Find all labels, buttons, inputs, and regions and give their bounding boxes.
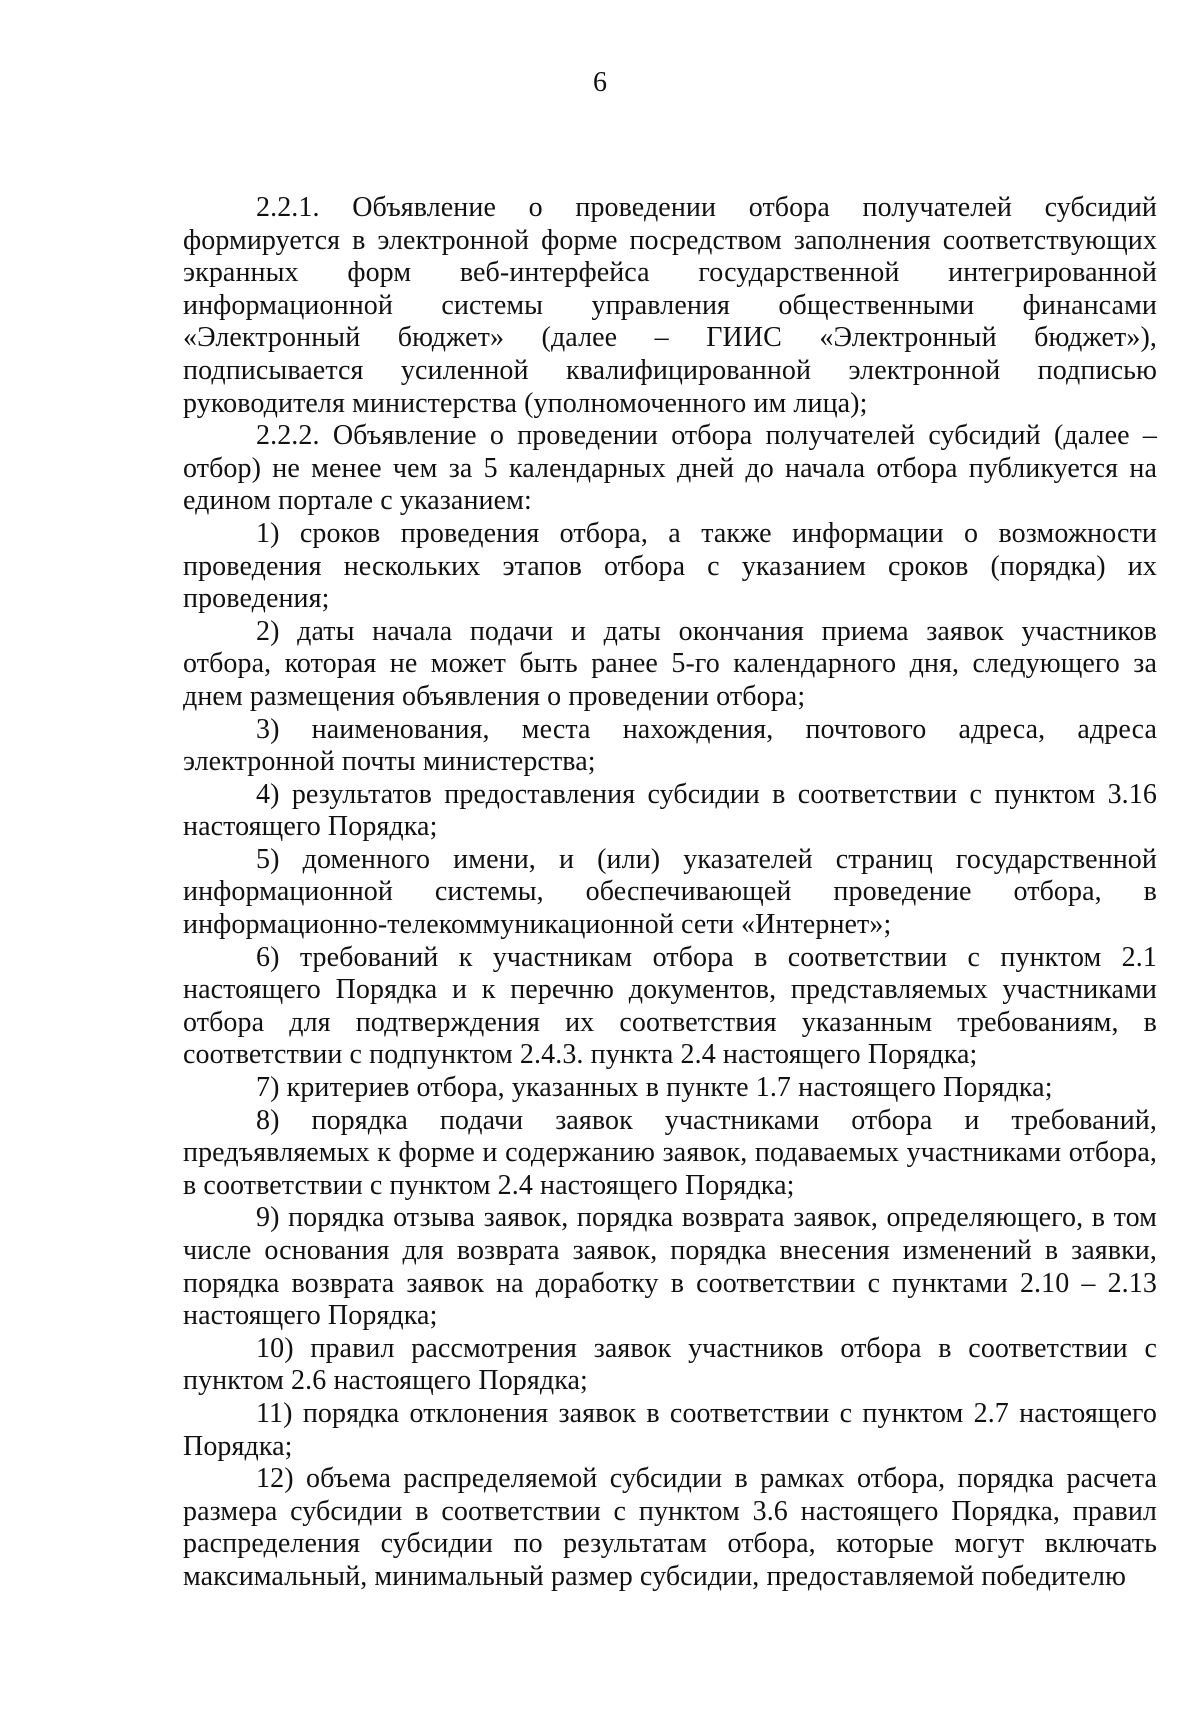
paragraph-2-2-1: 2.2.1. Объявление о проведении отбора получателей субсидий формируется в электронной форме посредством заполнения соответствующих экранных форм веб-интерфейса государственной интегрированной информационной системы управления общественными финансами «Электронный бюджет» (далее – ГИИС «Электронный бюджет»), подписывается усиленной квалифицированной электронной подписью руководителя министерства (уполномоченного им лица); <box>183 192 1157 419</box>
list-item-2: 2) даты начала подачи и даты окончания приема заявок участников отбора, которая не может быть ранее 5-го календарного дня, следующего за днем размещения объявления о проведении отбора; <box>183 615 1157 712</box>
list-item-12: 12) объема распределяемой субсидии в рамках отбора, порядка расчета размера субсидии в соответствии с пунктом 3.6 настоящего Порядка, правил распределения субсидии по результатам отбора, которые могут включать максимальный, минимальный размер субсидии, предоставляемой победителю <box>183 1463 1157 1592</box>
list-item-11: 11) порядка отклонения заявок в соответствии с пунктом 2.7 настоящего Порядка; <box>183 1397 1157 1462</box>
list-item-1: 1) сроков проведения отбора, а также информации о возможности проведения нескольких этапов отбора с указанием сроков (порядка) их проведения; <box>183 517 1157 615</box>
page-number: 6 <box>593 67 607 98</box>
paragraph-2-2-2: 2.2.2. Объявление о проведении отбора получателей субсидий (далее – отбор) не менее чем за 5 календарных дней до начала отбора публикуется на едином портале с указанием: <box>183 420 1157 517</box>
list-item-4: 4) результатов предоставления субсидии в соответствии с пунктом 3.16 настоящего Порядка; <box>183 778 1157 843</box>
list-item-5: 5) доменного имени, и (или) указателей страниц государственной информационной системы, обеспечивающей проведение отбора, в информационно-телекоммуникационной сети «Интернет»; <box>183 843 1157 941</box>
list-item-9: 9) порядка отзыва заявок, порядка возврата заявок, определяющего, в том числе основания для возврата заявок, порядка внесения изменений в заявки, порядка возврата заявок на доработку в соответствии с пунктами 2.10 – 2.13 настоящего Порядка; <box>183 1202 1157 1332</box>
list-item-3: 3) наименования, места нахождения, почтового адреса, адреса электронной почты министерства; <box>183 713 1157 778</box>
list-item-10: 10) правил рассмотрения заявок участников отбора в соответствии с пунктом 2.6 настоящего Порядка; <box>183 1332 1157 1397</box>
list-item-7: 7) критериев отбора, указанных в пункте 1.7 настоящего Порядка; <box>256 1072 1053 1104</box>
list-item-6: 6) требований к участникам отбора в соответствии с пунктом 2.1 настоящего Порядка и к перечню документов, представляемых участниками отбора для подтверждения их соответствия указанным требованиям, в соответствии с подпунктом 2.4.3. пункта 2.4 настоящего Порядка; <box>183 941 1157 1071</box>
document-body <box>183 192 1157 1594</box>
list-item-8: 8) порядка подачи заявок участниками отбора и требований, предъявляемых к форме и содержанию заявок, подаваемых участниками отбора, в соответствии с пунктом 2.4 настоящего Порядка; <box>183 1104 1157 1201</box>
